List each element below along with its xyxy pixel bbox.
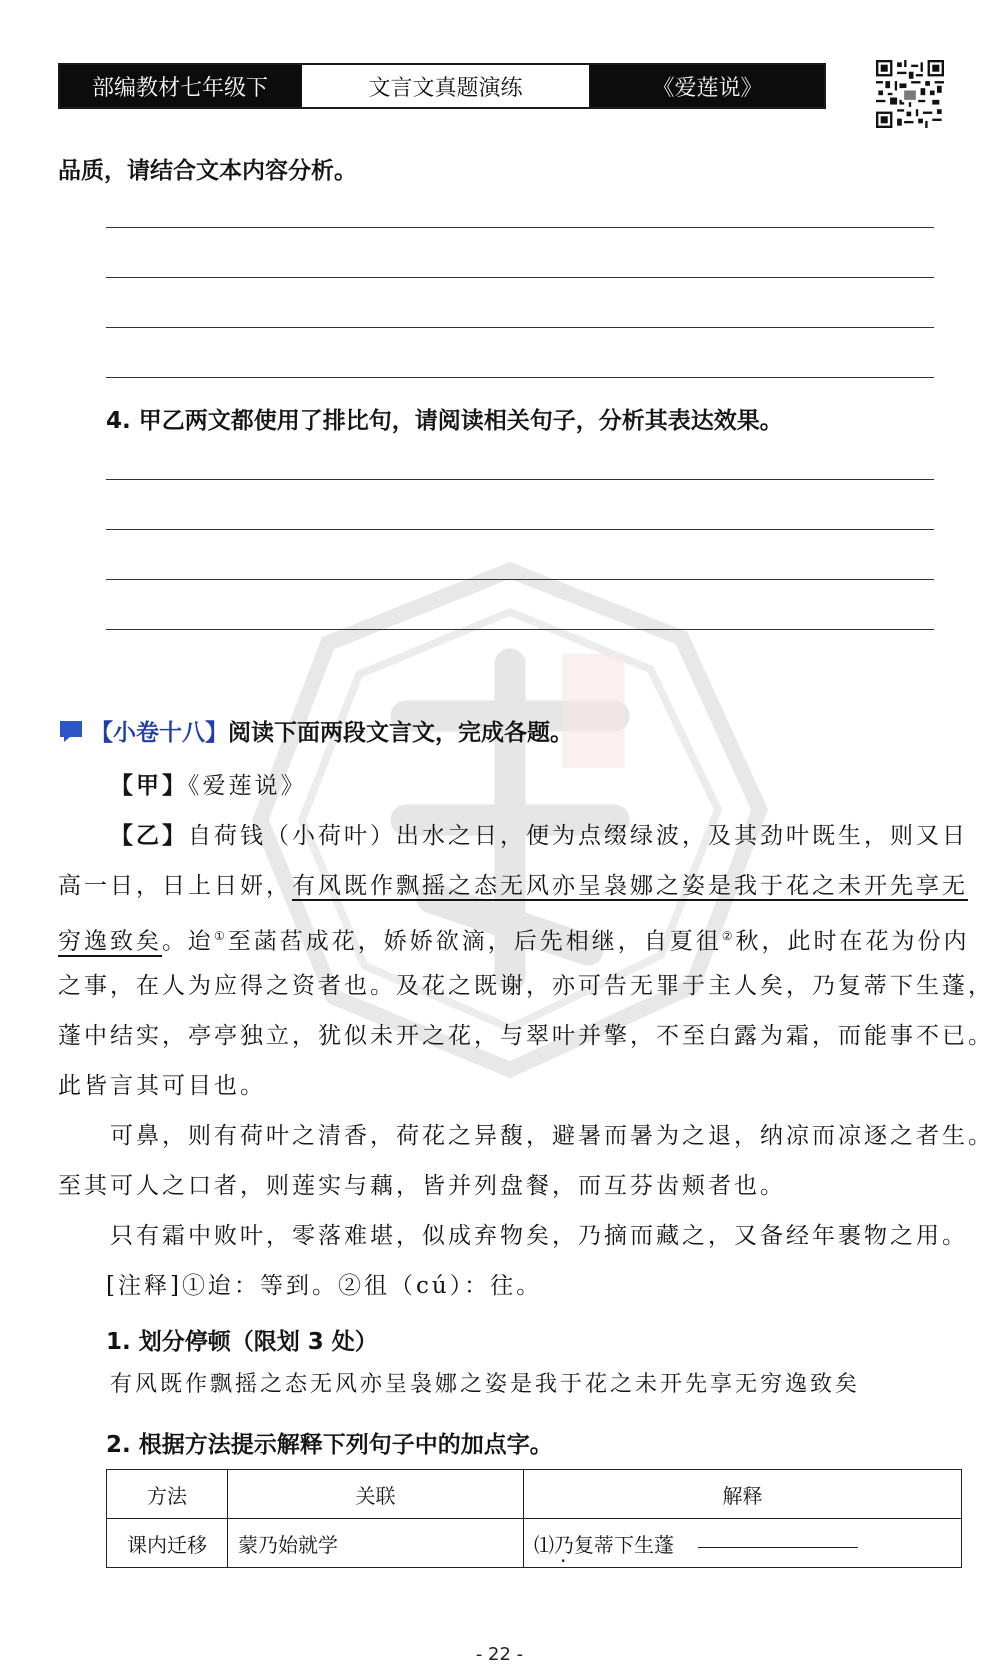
answer-line[interactable] [106, 479, 934, 480]
passage-yi-line-6: 此皆言其可目也。 [58, 1073, 266, 1099]
passage-text: 。迨 [162, 928, 214, 955]
answer-line[interactable] [106, 227, 934, 228]
question-1-title: 1. 划分停顿（限划 3 处） [106, 1329, 378, 1355]
passage-yi-para2-line-1: 可鼻，则有荷叶之清香，荷花之异馥，避暑而暑为之退，纳凉而凉逐之者生。 [110, 1123, 994, 1149]
answer-line[interactable] [106, 277, 934, 278]
qr-code-icon [876, 60, 944, 128]
bookmark-flag-icon [58, 719, 84, 743]
annotation-notes [106, 1261, 542, 1311]
answer-line[interactable] [106, 327, 934, 328]
cell-related: 蒙乃始就学 [228, 1519, 524, 1568]
notes-text: ①迨：等到。②徂（cú）：往。 [181, 1273, 543, 1299]
question-2-title: 2. 根据方法提示解释下列句子中的加点字。 [106, 1432, 553, 1458]
header-bar [58, 63, 826, 109]
passage-yi-label: 【乙】 [110, 823, 188, 849]
footnote-mark: ② [721, 929, 736, 943]
underlined-sentence: 穷逸致矣 [58, 928, 162, 955]
table-row [107, 1519, 962, 1568]
passage-text: 自荷钱（小荷叶）出水之日，便为点缀绿波，及其劲叶既生，则又日 [188, 823, 968, 849]
passage-yi-line-4: 之事，在人为应得之资者也。及花之既谢，亦可告无罪于主人矣，乃复蒂下生蓬， [58, 973, 994, 999]
section-instruction: 阅读下面两段文言文，完成各题。 [228, 720, 573, 746]
passage-text: 秋，此时在花为份内 [735, 928, 970, 955]
prev-question-tail: 品质，请结合文本内容分析。 [58, 158, 357, 184]
table-header-row [107, 1470, 962, 1519]
fill-blank[interactable] [698, 1547, 858, 1548]
question-4: 4. 甲乙两文都使用了排比句，请阅读相关句子，分析其表达效果。 [106, 408, 783, 434]
answer-line[interactable] [106, 377, 934, 378]
answer-table [106, 1469, 962, 1568]
passage-yi-line-3 [58, 911, 970, 967]
passage-yi-line-1 [110, 811, 968, 861]
header-grade: 部编教材七年级下 [60, 65, 300, 107]
item-text: 复蒂下生蓬 [574, 1532, 674, 1557]
table-header-method: 方法 [107, 1470, 228, 1519]
page-number: - 22 - [475, 1644, 524, 1665]
section-tag: 【小卷十八】 [90, 720, 228, 746]
cell-explain [524, 1519, 962, 1568]
question-1-sentence: 有风既作飘摇之态无风亦呈袅娜之姿是我于花之未开先享无穷逸致矣 [110, 1372, 861, 1397]
passage-jia-heading [110, 761, 307, 811]
passage-yi-line-5: 蓬中结实，亭亭独立，犹似未开之花，与翠叶并擎，不至白露为霜，而能事不已。 [58, 1023, 994, 1049]
header-lesson: 《爱莲说》 [591, 65, 824, 107]
answer-line[interactable] [106, 579, 934, 580]
answer-line[interactable] [106, 629, 934, 630]
section-title [58, 714, 573, 747]
passage-jia-title: 《爱莲说》 [188, 773, 307, 799]
passage-text: 至菡萏成花，娇娇欲滴，后先相继，自夏徂 [227, 928, 722, 955]
underlined-sentence: 有风既作飘摇之态无风亦呈袅娜之姿是我于花之未开先享无 [292, 873, 968, 899]
answer-line[interactable] [106, 529, 934, 530]
passage-yi-para2-line-2: 至其可人之口者，则莲实与藕，皆并列盘餐，而互芬齿颊者也。 [58, 1173, 786, 1199]
passage-yi-para3: 只有霜中败叶，零落难堪，似成弃物矣，乃摘而藏之，又备经年裹物之用。 [110, 1223, 968, 1249]
passage-jia-label: 【甲】 [110, 773, 188, 799]
table-header-related: 关联 [228, 1470, 524, 1519]
passage-yi-line-2 [58, 861, 968, 911]
footnote-mark: ① [214, 929, 228, 943]
cell-method: 课内迁移 [107, 1519, 228, 1568]
table-header-explain: 解释 [524, 1470, 962, 1519]
header-category: 文言文真题演练 [300, 65, 591, 107]
notes-label: [注释] [106, 1273, 182, 1299]
passage-text: 高一日，日上日妍， [58, 873, 292, 899]
item-number: ⑴ [534, 1532, 554, 1557]
dotted-char: 乃 [554, 1532, 574, 1557]
